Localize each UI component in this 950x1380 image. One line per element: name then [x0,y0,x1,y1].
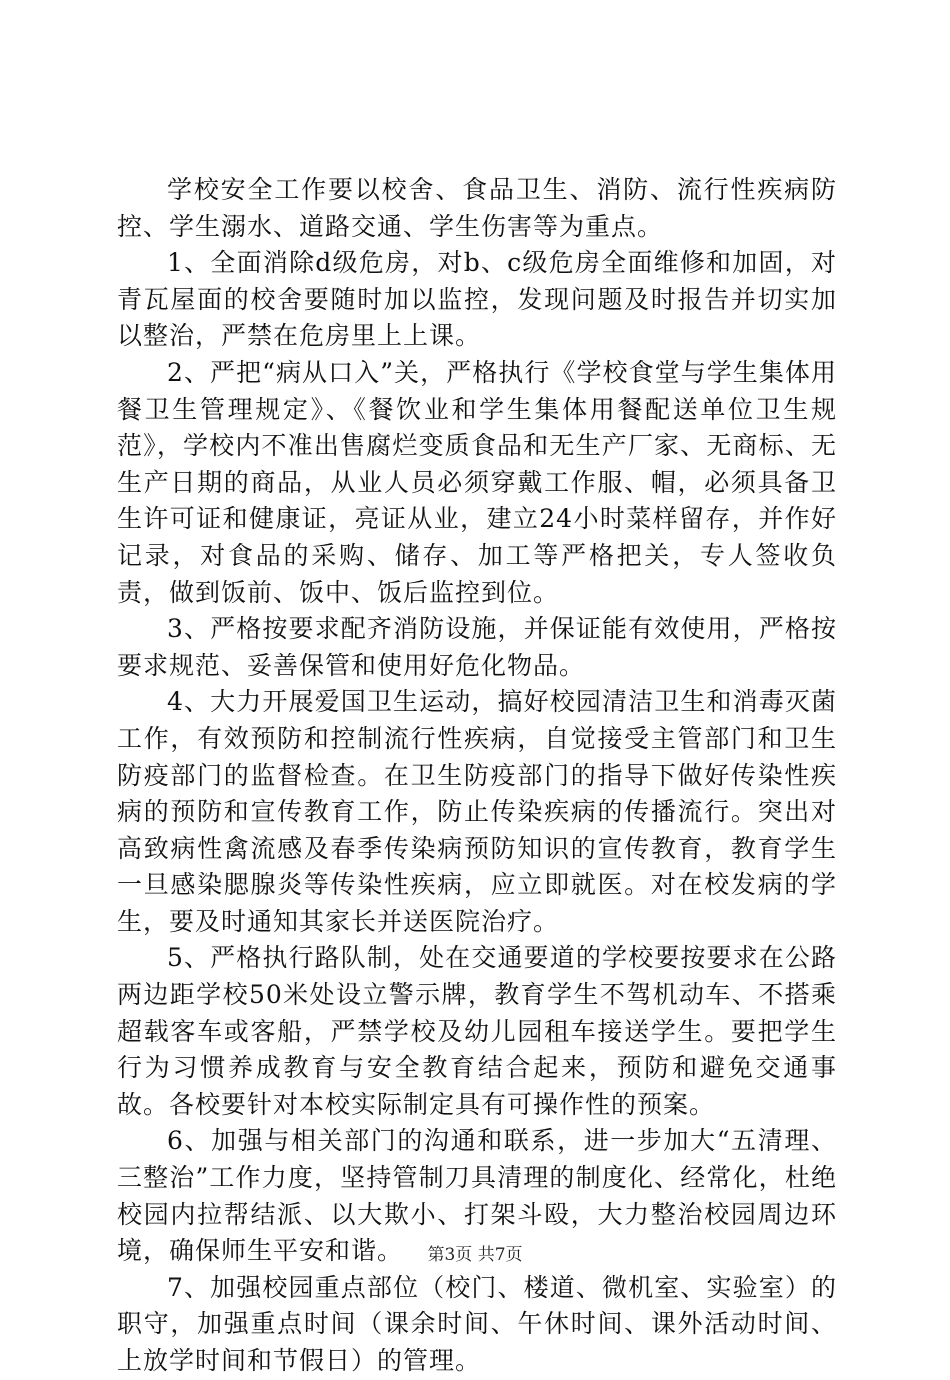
paragraph-7-key-areas: 7、加强校园重点部位（校门、楼道、微机室、实验室）的职守，加强重点时间（课余时间、午休时间、课外活动时间、上放学时间和节假日）的管理。 [117,1272,837,1375]
page-number-footer: 第3页 共7页 [427,1245,523,1265]
document-body [117,172,837,1380]
paragraph-1-dangerous-buildings: 1、全面消除d级危房，对b、c级危房全面维修和加固，对青瓦屋面的校舍要随时加以监控，发现问题及时报告并切实加以整治，严禁在危房里上上课。 [117,248,837,351]
paragraph-intro: 学校安全工作要以校舍、食品卫生、消防、流行性疾病防控、学生溺水、道路交通、学生伤害等为重点。 [117,175,837,241]
paragraph-6-campus-environment: 6、加强与相关部门的沟通和联系，进一步加大“五清理、三整治”工作力度，坚持管制刀具清理的制度化、经常化，杜绝校园内拉帮结派、以大欺小、打架斗殴，大力整治校园周边环境，确保师生平安和谐。 [117,1126,837,1266]
paragraph-2-food-safety: 2、严把“病从口入”关，严格执行《学校食堂与学生集体用餐卫生管理规定》、《餐饮业和学生集体用餐配送单位卫生规范》，学校内不准出售腐烂变质食品和无生产厂家、无商标、无生产日期的商品，从业人员必须穿戴工作服、帽，必须具备卫生许可证和健康证，亮证从业，建立24小时菜样留存，并作好记录，对食品的采购、储存、加工等严格把关，专人签收负责，做到饭前、饭中、饭后监控到位。 [117,357,837,607]
paragraph-3-fire-safety: 3、严格按要求配齐消防设施，并保证能有效使用，严格按要求规范、妥善保管和使用好危化物品。 [117,614,837,680]
paragraph-5-traffic-safety: 5、严格执行路队制，处在交通要道的学校要按要求在公路两边距学校50米处设立警示牌，教育学生不驾机动车、不搭乘超载客车或客船，严禁学校及幼儿园租车接送学生。要把学生行为习惯养成教育与安全教育结合起来，预防和避免交通事故。各校要针对本校实际制定具有可操作性的预案。 [117,943,837,1119]
paragraph-4-disease-prevention: 4、大力开展爱国卫生运动，搞好校园清洁卫生和消毒灭菌工作，有效预防和控制流行性疾病，自觉接受主管部门和卫生防疫部门的监督检查。在卫生防疫部门的指导下做好传染性疾病的预防和宣传教育工作，防止传染疾病的传播流行。突出对高致病性禽流感及春季传染病预防知识的宣传教育，教育学生一旦感染腮腺炎等传染性疾病，应立即就医。对在校发病的学生，要及时通知其家长并送医院治疗。 [117,687,837,936]
